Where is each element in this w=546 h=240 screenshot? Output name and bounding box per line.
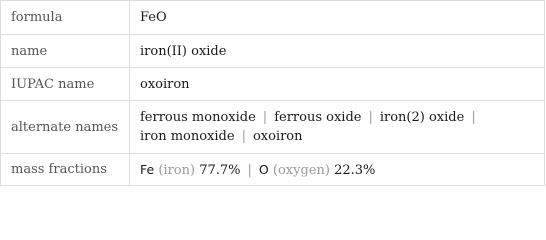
- name-label: name: [1, 35, 130, 68]
- table-row: [1, 154, 545, 186]
- alternate-name: ferrous monoxide: [140, 110, 256, 125]
- mass-fractions-value: [130, 154, 545, 186]
- separator: |: [368, 110, 373, 125]
- element-symbol: Fe: [140, 161, 155, 177]
- element-name: (iron): [158, 162, 196, 178]
- table-row: [1, 101, 545, 154]
- name-value: iron(II) oxide: [130, 35, 545, 68]
- alternate-names-line-1: [140, 108, 544, 127]
- alternate-names-line-2: [140, 127, 544, 146]
- iupac-name-value: oxoiron: [130, 68, 545, 101]
- separator: |: [241, 129, 246, 144]
- separator: |: [471, 110, 476, 125]
- alternate-name: iron monoxide: [140, 129, 235, 144]
- element-symbol: O: [258, 161, 269, 177]
- separator: |: [247, 162, 252, 178]
- formula-value: FeO: [130, 1, 545, 35]
- table-row: [1, 68, 545, 101]
- alternate-name: oxoiron: [252, 129, 303, 144]
- table-row: [1, 1, 545, 35]
- element-percent: 22.3%: [334, 162, 376, 178]
- mass-fractions-label: mass fractions: [1, 154, 130, 186]
- alternate-names-label: alternate names: [1, 101, 130, 154]
- separator: |: [262, 110, 268, 125]
- table-row: [1, 35, 545, 68]
- element-percent: 77.7%: [199, 162, 241, 178]
- formula-label: formula: [1, 1, 130, 35]
- alternate-name: ferrous oxide: [274, 110, 362, 125]
- alternate-names-value: [130, 101, 545, 154]
- iupac-name-label: IUPAC name: [1, 68, 130, 101]
- alternate-name: iron(2) oxide: [379, 110, 465, 125]
- element-name: (oxygen): [272, 162, 330, 178]
